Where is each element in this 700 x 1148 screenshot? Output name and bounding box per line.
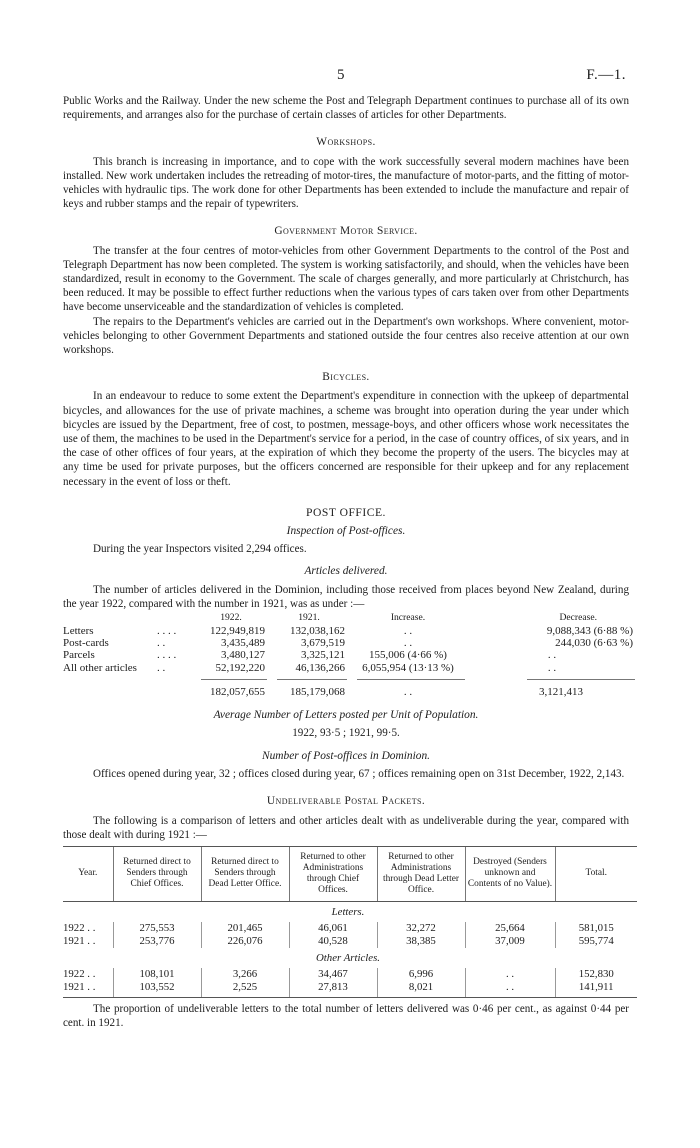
workshops-paragraph: This branch is increasing in importance, and to cope with the work successfully several modern machines have been installed. New work undertaken includes the retreading of motor-tires, the manufacture of motor-parts, and the fitting of motor-vehicles with hydraulic tips. The work done for other Departments has been extended to include the manufacture and repair of keys and rubber stamps and the repair of typewriters. [63, 155, 629, 211]
average-heading: Average Number of Letters posted per Unit of Population. [213, 708, 479, 721]
articles-heading: Articles delivered. [304, 565, 388, 578]
page-number: 5 [337, 67, 345, 83]
other-subheading-row [63, 948, 637, 968]
closing-paragraph: The proportion of undeliverable letters to the total number of letters delivered was 0·46 per cent., as against 0·44 per cent. in 1921. [63, 1002, 629, 1030]
inspection-paragraph: During the year Inspectors visited 2,294 offices. [93, 543, 307, 556]
table-row: 1922 . . 275,553 201,465 46,061 32,272 25,664 581,015 [63, 922, 637, 935]
col-admin-chief: Returned to other Administrations through Chief Offices. [289, 846, 377, 901]
motor-service-paragraph-2: The repairs to the Department's vehicles are carried out in the Department's own workshops. Where convenient, motor-vehicles belonging to other Government Departments and stationed outside the four centres also receive attention at our own workshops. [63, 315, 629, 357]
col-returned-dlo: Returned direct to Senders through Dead Letter Office. [201, 846, 289, 901]
table-row: All other articles . . 52,192,220 46,136,266 6,055,954 (13·13 %) . . [63, 661, 557, 674]
col-1921: 1921. [298, 612, 320, 624]
undeliverable-table-header [63, 846, 637, 901]
table-row: 1921 . . 253,776 226,076 40,528 38,385 37,009 595,774 [63, 935, 637, 948]
table-row: Letters . . . . 122,949,819 132,038,162 . . 9,088,343 (6·88 %) [63, 624, 633, 637]
number-paragraph: Offices opened during year, 32 ; offices closed during year, 67 ; offices remaining open on 31st December, 1922, 2,143. [93, 768, 625, 781]
col-returned-chief: Returned direct to Senders through Chief Offices. [113, 846, 201, 901]
table-row: 1922 . . 108,101 3,266 34,467 6,996 . . 152,830 [63, 968, 637, 981]
table-row: 1921 . . 103,552 2,525 27,813 8,021 . . 141,911 [63, 981, 637, 998]
average-values: 1922, 93·5 ; 1921, 99·5. [292, 726, 400, 739]
letters-subheading: Letters. [331, 905, 365, 918]
col-admin-dlo: Returned to other Administrations through Dead Letter Office. [377, 846, 465, 901]
articles-delivered-table [63, 612, 637, 698]
page-body [63, 67, 633, 1030]
col-destroyed: Destroyed (Senders unknown and Contents of no Value). [465, 846, 555, 901]
workshops-heading: Workshops. [316, 136, 376, 149]
motor-service-heading: Government Motor Service. [274, 225, 418, 238]
articles-paragraph: The number of articles delivered in the Dominion, including those received from places beyond New Zealand, during the year 1922, compared with the number in 1921, was as under :— [63, 583, 629, 610]
col-decrease: Decrease. [559, 612, 597, 624]
motor-service-paragraph-1: The transfer at the four centres of motor-vehicles from other Government Departments to the control of the Post and Telegraph Department has now been completed. The system is working satisfactorily, and should, when the vehicles have been standardized, result in economy to the Government. The scale of charges generally, and more particularly at Christchurch, has been reduced. It may be possible to effect further reductions when the various types of cars taken over from other Departments have become unserviceable and the standardization of vehicles is completed. [63, 244, 629, 314]
document-reference: F.—1. [586, 67, 626, 83]
undeliverable-intro: The following is a comparison of letters and other articles dealt with as undeliverable during the year, compared with those dealt with during 1921 :— [63, 814, 629, 841]
table-row: Post-cards . . 3,435,489 3,679,519 . . 244,030 (6·63 %) [63, 636, 633, 649]
col-1922: 1922. [220, 612, 242, 624]
inspection-heading: Inspection of Post-offices. [286, 525, 406, 538]
undeliverable-table [63, 846, 637, 998]
other-articles-subheading: Other Articles. [316, 951, 380, 964]
col-total: Total. [555, 846, 637, 901]
col-year: Year. [63, 846, 113, 901]
letters-subheading-row [63, 901, 637, 922]
intro-paragraph: Public Works and the Railway. Under the new scheme the Post and Telegraph Department continues to purchase all of its own requirements, and arranges also for the purchase of certain classes of articles for other Departments. [63, 95, 629, 122]
post-office-heading: POST OFFICE. [306, 505, 386, 519]
table-total-row: 182,057,655 185,179,068 . . 3,121,413 [210, 686, 583, 699]
table-row: Parcels . . . . 3,480,127 3,325,121 155,006 (4·66 %) . . [63, 649, 557, 662]
articles-table-header [63, 612, 637, 624]
bicycles-heading: Bicycles. [322, 371, 370, 384]
undeliverable-heading: Undeliverable Postal Packets. [266, 795, 426, 808]
number-heading: Number of Post-offices in Dominion. [261, 749, 430, 762]
bicycles-paragraph: In an endeavour to reduce to some extent the Department's expenditure in connection with the upkeep of departmental bicycles, and allowances for the use of private machines, a scheme was brought into operation during the year under which bicycles are issued by the Department, free of cost, to postmen, message-boys, and other officers whose work necessitates the use of them, the machines to be used in the Department's service for a period, in the case of country offices, of six years, and in the case of other offices of four years, at the expiration of which they become the property of the users. The bicycles may at any time be used for private purposes, but the officers concerned are responsible for their upkeep and for any replacement necessary in the event of loss or theft. [63, 390, 629, 488]
col-increase: Increase. [390, 612, 426, 624]
